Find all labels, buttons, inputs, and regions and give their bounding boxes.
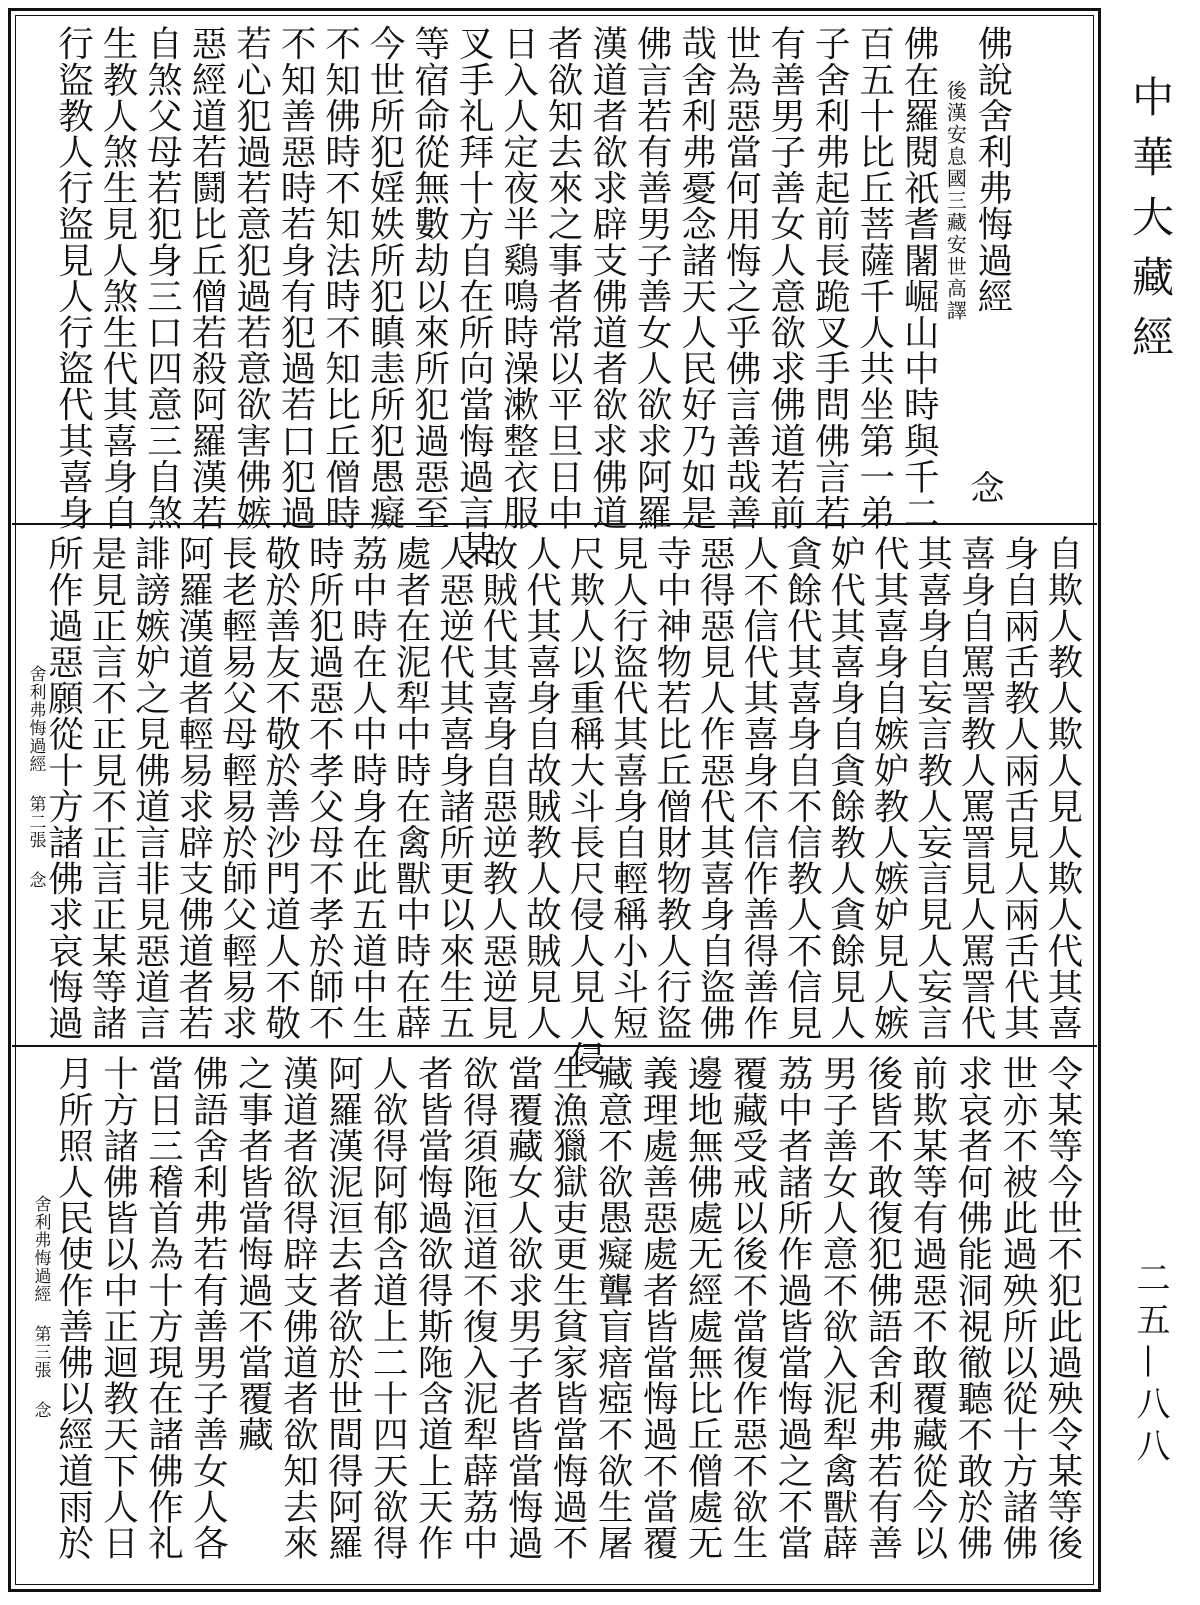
text-column: 之事者皆當悔過不當覆藏 [232,1055,274,1453]
footer-sutra-title: 舍利弗悔過經 [25,665,46,773]
footer-mark: 念 [30,1401,51,1419]
text-column: 是見正言不正見不正言正某等諸 [85,535,127,1041]
footer-sheet-number: 第三張 [30,1325,51,1379]
register-divider-2 [12,1045,1097,1047]
text-column: 欲得須陁洹道不復入泥犁薜荔中 [457,1055,499,1561]
text-column: 覆藏受戒以後不當復作惡不欲生 [727,1055,769,1561]
register1-mark: 念 [964,470,1004,504]
collection-title: 中華大藏經 [1126,75,1175,375]
register-1 [52,25,1013,567]
text-column: 尺欺人以重稱大斗長尺侵人見人侵 [563,535,605,1077]
register-3 [52,1055,1083,1575]
text-column: 義理處善惡處者皆當悔過不當覆 [637,1055,679,1561]
text-column: 喜身自罵詈教人罵詈見人罵詈代 [955,535,997,1041]
text-column: 不知善惡時若身有犯過若口犯過 [275,25,317,531]
text-column: 生漁獵獄吏更生貧家皆當悔過不 [547,1055,589,1561]
text-column: 子舍利弗起前長跪叉手問佛言若 [809,25,851,531]
text-column: 生教人煞生見人煞生代其喜身自 [97,25,139,531]
text-column: 藏意不欲愚癡聾盲瘖瘂不欲生屠 [592,1055,634,1561]
text-column: 令某等今世不犯此過殃令某等後 [1041,1055,1083,1561]
translator-line: 後漢安息國三藏安世高譯 [943,80,968,322]
sutra-title: 佛說舍利弗悔過經 [971,25,1013,314]
text-column: 邊地無佛處无經處無比丘僧處无 [682,1055,724,1561]
text-column: 漢道者欲得辟支佛道者欲知去來 [277,1055,319,1561]
text-column: 誹謗嫉妒之見佛道言非見惡道言 [129,535,171,1041]
text-column: 長老輕易父母輕易於師父輕易求 [216,535,258,1041]
text-column: 今世所犯婬妷所犯瞋恚所犯愚癡 [364,25,406,531]
register-2 [42,535,1083,1077]
text-column: 有善男子善女人意欲求佛道若前 [764,25,806,531]
footer-sheet-number: 第二張 [25,795,46,849]
text-column: 貪餘代其喜身自不信教人不信見 [781,535,823,1041]
text-column: 百五十比丘菩薩千人共坐第一弟 [853,25,895,531]
text-column: 敬於善友不敬於善沙門道人不敬 [259,535,301,1041]
text-column: 若心犯過若意犯過若意欲害佛嫉 [230,25,272,531]
text-column: 故賊代其喜身自惡逆教人惡逆見 [477,535,519,1041]
register2-footer [20,665,50,1045]
text-column: 等宿命從無數劫以來所犯過惡至 [408,25,450,531]
text-column: 荔中者諸所作過皆當悔過之不當 [772,1055,813,1561]
text-column: 佛語舍利弗若有善男子善女人各 [187,1055,229,1561]
text-column: 佛在羅閱祇耆闍崛山中時與千二 [898,25,940,531]
register3-footer [25,1195,55,1575]
text-column: 自欺人教人欺人見人欺人代其喜 [1041,535,1083,1041]
text-column: 不知佛時不知法時不知比丘僧時 [319,25,361,531]
text-column: 寺中神物若比丘僧財物教人行盜 [650,535,692,1041]
text-column: 時所犯過惡不孝父母不孝於師不 [303,535,345,1041]
footer-sutra-title: 舍利弗悔過經 [30,1195,51,1303]
text-column: 人代其喜身自故賊教人故賊見人 [520,535,562,1041]
footer-mark: 念 [25,871,46,889]
text-column: 月所照人民使作善佛以經道雨於 [52,1055,94,1561]
text-column: 見人行盜代其喜身自輕稱小斗短 [607,535,649,1041]
text-column: 代其喜身自嫉妒教人嫉妒見人嫉 [868,535,910,1041]
text-column: 自煞父母若犯身三口四意三自煞 [141,25,183,531]
text-column: 妒代其喜身自貪餘教人貪餘見人 [824,535,866,1041]
text-column: 求哀者何佛能洞視徹聽不敢於佛 [951,1055,993,1561]
text-column: 阿羅漢泥洹去者欲於世間得阿羅 [322,1055,364,1561]
text-column: 人不信代其喜身不信作善得善作 [737,535,779,1041]
text-column: 漢道者欲求辟支佛道者欲求佛道 [586,25,628,531]
text-column: 身自兩舌教人兩舌見人兩舌代其 [998,535,1040,1041]
text-column: 所作過惡願從十方諸佛求哀悔過 [42,535,84,1041]
text-column: 人欲得阿郁含道上二十四天欲得 [367,1055,409,1561]
text-column: 哉舍利弗憂念諸天人民好乃如是 [675,25,717,531]
text-column: 世亦不被此過殃所以從十方諸佛 [996,1055,1038,1561]
text-column: 佛言若有善男子善女人欲求阿羅 [631,25,673,531]
text-column: 惡經道若鬪比丘僧若殺阿羅漢若 [186,25,228,531]
text-column: 行盜教人行盜見人行盜代其喜身 [52,25,94,531]
text-column: 惡得惡見人作惡代其喜身自盜佛 [694,535,736,1041]
text-column: 叉手礼拜十方自在所向當悔過言某 [453,25,495,567]
text-column: 十方諸佛皆以中正迴教天下人日 [97,1055,139,1561]
text-column: 日入人定夜半鷄鳴時澡漱整衣服 [497,25,539,531]
text-column: 人惡逆代其喜身諸所更以來生五 [433,535,475,1041]
text-column: 男子善女人意不欲入泥犁禽獸薜 [816,1055,858,1561]
text-column: 荔中時在人中時身在此五道中生 [346,535,388,1041]
text-column: 當日三稽首為十方現在諸佛作礼 [142,1055,184,1561]
text-column: 後皆不敢復犯佛語舍利弗若有善 [861,1055,903,1561]
text-column: 世為惡當何用悔之乎佛言善哉善 [720,25,762,531]
text-column: 其喜身自妄言教人妄言見人妄言 [911,535,953,1041]
page-number: 二五—八八 [1130,1260,1170,1470]
text-column: 者欲知去來之事者常以平旦日中 [542,25,584,531]
text-column: 阿羅漢道者輕易求辟支佛道者若 [172,535,214,1041]
text-column: 當覆藏女人欲求男子者皆當悔過 [502,1055,544,1561]
text-column: 處者在泥犁中時在禽獸中時在薜 [390,535,432,1041]
text-column: 者皆當悔過欲得斯陁含道上天作 [412,1055,454,1561]
text-column: 前欺某等有過惡不敢覆藏從今以 [906,1055,948,1561]
